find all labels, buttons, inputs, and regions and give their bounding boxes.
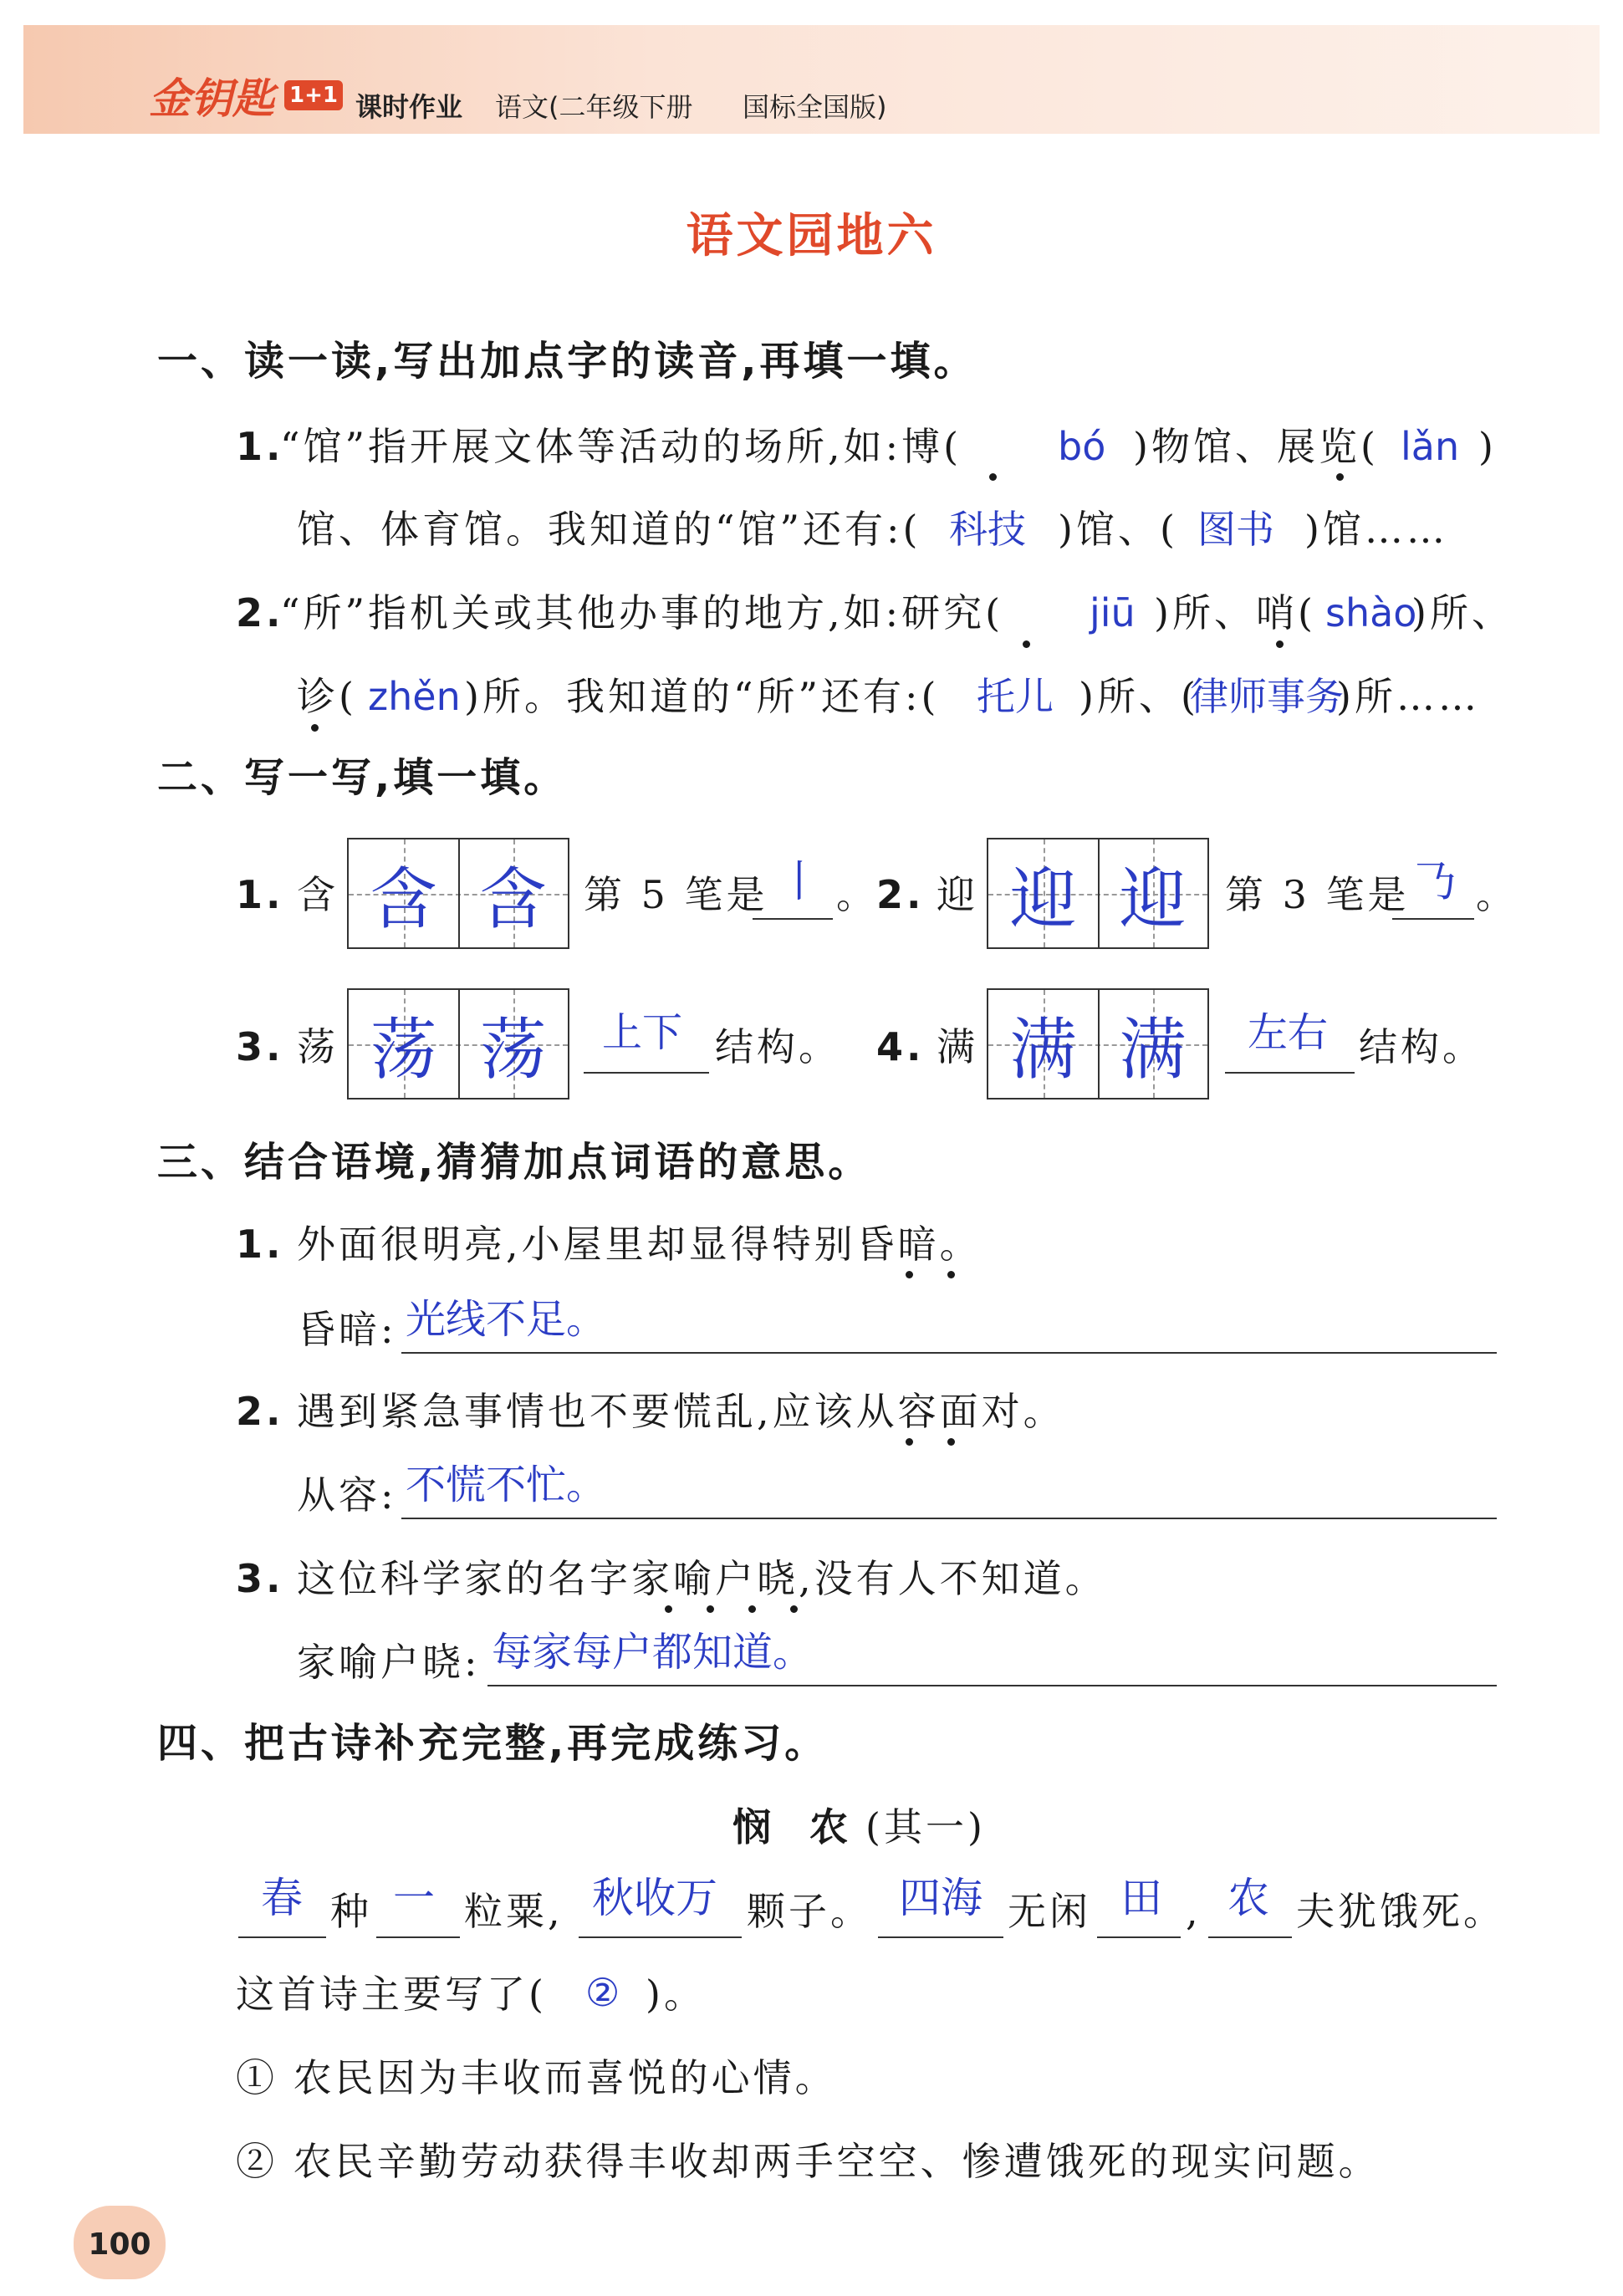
s1-q1-line1-b: )物馆、展览( bbox=[1133, 424, 1379, 469]
s4-question-end: )。 bbox=[646, 1972, 706, 2017]
s4-question-answer: ② bbox=[585, 1970, 620, 2015]
emphasis-dot bbox=[947, 1271, 955, 1278]
s1-q1-line2-b: )馆、( bbox=[1058, 507, 1178, 552]
poem-blank-answer: 春 bbox=[261, 1874, 303, 1922]
s1-q2-line2-d: )所…… bbox=[1336, 674, 1480, 719]
s1-q1-num: 1. bbox=[236, 424, 284, 469]
s3-item-sentence: 遇到紧急事情也不要慌乱,应该从容面对。 bbox=[297, 1389, 1065, 1434]
emphasis-dot bbox=[947, 1438, 955, 1446]
section4-heading: 四、把古诗补充完整,再完成练习。 bbox=[157, 1720, 829, 1767]
s2-item-post: 结构。 bbox=[1359, 1024, 1484, 1069]
answer-underline bbox=[401, 1518, 1497, 1519]
s3-item-answer: 每家每户都知道。 bbox=[492, 1629, 814, 1676]
s1-q2-line1-a: “所”指机关或其他办事的地方,如:研究( bbox=[280, 590, 1004, 635]
s1-q2-answer-shao: shào bbox=[1325, 590, 1417, 635]
s2-item-num: 4. bbox=[876, 1024, 925, 1069]
s3-item-term: 家喻户晓: bbox=[297, 1640, 481, 1685]
s4-option: ② 农民辛勤劳动获得丰收却两手空空、惨遭饿死的现实问题。 bbox=[236, 2139, 1381, 2184]
s3-item-num: 3. bbox=[236, 1556, 284, 1601]
emphasis-dot bbox=[1276, 640, 1284, 648]
s2-item-char: 荡 bbox=[297, 1024, 339, 1069]
s2-item-answer: 上下 bbox=[602, 1009, 683, 1056]
s1-q2-line1-c: )所、 bbox=[1411, 590, 1513, 635]
s1-q1-line2-a: 馆、体育馆。我知道的“馆”还有:( bbox=[297, 507, 921, 552]
section2-heading: 二、写一写,填一填。 bbox=[157, 754, 568, 801]
s2-item-num: 1. bbox=[236, 872, 284, 917]
s1-q2-answer-jiu: jiū bbox=[1090, 590, 1136, 635]
poem-text: 粒粟, bbox=[464, 1889, 564, 1934]
answer-underline bbox=[584, 1072, 709, 1074]
answer-underline bbox=[401, 1352, 1497, 1354]
s4-option: ① 农民因为丰收而喜悦的心情。 bbox=[236, 2055, 837, 2100]
poem-blank-line bbox=[238, 1936, 326, 1938]
s4-question: 这首诗主要写了( bbox=[236, 1972, 547, 2017]
s3-item-num: 2. bbox=[236, 1389, 284, 1434]
poem-blank-answer: 一 bbox=[393, 1874, 435, 1922]
tian-grid-box: 含 含 bbox=[347, 838, 569, 949]
poem-blank-answer: 田 bbox=[1120, 1874, 1162, 1922]
s1-q1-line1-c: ) bbox=[1478, 424, 1497, 469]
s2-item-pre: 第 5 笔是 bbox=[584, 872, 768, 917]
poem-text: 夫犹饿死。 bbox=[1296, 1889, 1505, 1934]
header-edition: 国标全国版) bbox=[743, 91, 887, 123]
poem-blank-answer: 秋收万 bbox=[592, 1874, 717, 1922]
poem-blank-line bbox=[878, 1936, 1003, 1938]
poem-text: , bbox=[1186, 1889, 1202, 1934]
s2-item-post: 。 bbox=[1476, 872, 1518, 917]
s2-item-num: 2. bbox=[876, 872, 925, 917]
s2-item-post: 结构。 bbox=[715, 1024, 840, 1069]
tian-grid-box: 迎 迎 bbox=[987, 838, 1209, 949]
poem-blank-line bbox=[376, 1936, 460, 1938]
emphasis-dot bbox=[989, 473, 997, 481]
poem-title: 悯 农 bbox=[732, 1804, 848, 1850]
emphasis-dot bbox=[748, 1605, 756, 1613]
s3-item-sentence: 外面很明亮,小屋里却显得特别昏暗。 bbox=[297, 1222, 982, 1267]
s3-item-answer: 光线不足。 bbox=[406, 1296, 607, 1343]
s1-q1-line2-c: )馆…… bbox=[1304, 507, 1448, 552]
s1-q2-num: 2. bbox=[236, 590, 284, 635]
s1-q1-answer-lan: lǎn bbox=[1401, 424, 1460, 469]
emphasis-dot bbox=[707, 1605, 714, 1613]
s2-item-pre: 第 3 笔是 bbox=[1225, 872, 1410, 917]
poem-subtitle: (其一) bbox=[865, 1804, 986, 1850]
s3-item-num: 1. bbox=[236, 1222, 284, 1267]
s1-q2-answer-lvshi: 律师事务 bbox=[1190, 674, 1344, 719]
s1-q1-answer-bo: bó bbox=[1058, 424, 1106, 469]
answer-underline bbox=[1225, 1072, 1355, 1074]
s2-item-answer: 𠄎 bbox=[1413, 857, 1457, 907]
s2-item-char: 满 bbox=[937, 1024, 978, 1069]
s2-item-num: 3. bbox=[236, 1024, 284, 1069]
s2-item-answer: 丨 bbox=[778, 857, 822, 907]
emphasis-dot bbox=[906, 1438, 913, 1446]
section3-heading: 三、结合语境,猜猜加点词语的意思。 bbox=[157, 1139, 872, 1186]
poem-blank-answer: 四海 bbox=[899, 1874, 982, 1922]
poem-text: 颗子。 bbox=[747, 1889, 872, 1934]
emphasis-dot bbox=[665, 1605, 672, 1613]
poem-blank-line bbox=[1208, 1936, 1292, 1938]
poem-blank-answer: 农 bbox=[1227, 1874, 1269, 1922]
brand-logo: 金钥匙 bbox=[149, 74, 274, 123]
s3-item-term: 从容: bbox=[297, 1472, 397, 1518]
s1-q2-line1-b: )所、哨( bbox=[1154, 590, 1316, 635]
s1-q2-line2-b: )所。我知道的“所”还有:( bbox=[464, 674, 940, 719]
emphasis-dot bbox=[790, 1605, 798, 1613]
s1-q1-answer-tushu: 图书 bbox=[1197, 507, 1274, 552]
s2-item-char: 含 bbox=[297, 872, 339, 917]
s3-item-term: 昏暗: bbox=[297, 1307, 397, 1352]
poem-text: 种 bbox=[330, 1889, 372, 1934]
answer-underline bbox=[487, 1685, 1497, 1686]
emphasis-dot bbox=[1023, 640, 1030, 648]
s1-q2-answer-tuoer: 托儿 bbox=[977, 674, 1054, 719]
page-title: 语文园地六 bbox=[686, 209, 937, 263]
s2-item-answer: 左右 bbox=[1248, 1009, 1329, 1056]
emphasis-dot bbox=[906, 1271, 913, 1278]
header-series: 课时作业 bbox=[355, 91, 463, 123]
section1-heading: 一、读一读,写出加点字的读音,再填一填。 bbox=[157, 338, 977, 385]
s1-q2-line2-a: 诊( bbox=[297, 674, 357, 719]
tian-grid-box: 满 满 bbox=[987, 988, 1209, 1100]
emphasis-dot bbox=[311, 724, 319, 732]
s3-item-sentence: 这位科学家的名字家喻户晓,没有人不知道。 bbox=[297, 1556, 1107, 1601]
answer-underline bbox=[1392, 918, 1474, 920]
s1-q2-line2-c: )所、( bbox=[1079, 674, 1199, 719]
emphasis-dot bbox=[1336, 473, 1344, 481]
poem-blank-line bbox=[579, 1936, 742, 1938]
page-number: 100 bbox=[88, 2227, 151, 2262]
brand-badge: 1+1 bbox=[284, 80, 343, 110]
poem-blank-line bbox=[1097, 1936, 1181, 1938]
s1-q2-answer-zhen: zhěn bbox=[368, 674, 461, 719]
poem-text: 无闲 bbox=[1008, 1889, 1091, 1934]
s3-item-answer: 不慌不忙。 bbox=[406, 1462, 607, 1508]
s2-item-post: 。 bbox=[836, 872, 878, 917]
s2-item-char: 迎 bbox=[937, 872, 978, 917]
s1-q1-answer-keji: 科技 bbox=[949, 507, 1026, 552]
tian-grid-box: 荡 荡 bbox=[347, 988, 569, 1100]
s1-q1-line1-a: “馆”指开展文体等活动的场所,如:博( bbox=[280, 424, 962, 469]
header-subject: 语文(二年级下册 bbox=[495, 91, 693, 123]
answer-underline bbox=[753, 918, 833, 920]
